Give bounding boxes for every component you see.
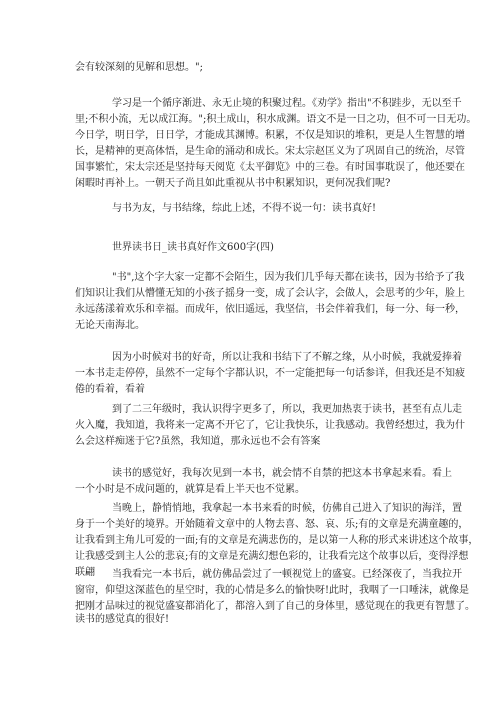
text-line: 今日学，明日学，日日学，才能成其渊博。积累，不仅是知识的堆积，更是人生智慧的增 — [75, 130, 465, 141]
text-line: 一个小时是不成问题的，就算是看上半天也不觉累。 — [75, 484, 305, 495]
text-line: 窗帘，仰望这深蓝色的星空时，我的心情是多么的愉快呀!此时，我咽了一口唾沫，就像是 — [75, 585, 470, 596]
text-line: 闲暇时再补上。一朝天子尚且如此重视从书中积累知识，更何况我们呢? — [75, 178, 391, 189]
text-line: 因为小时候对书的好奇，所以让我和书结下了不解之缘，从小时候，我就爱捧着 — [112, 352, 462, 363]
text-line: 到了二三年级时，我认识得字更多了，所以，我更加热衷于读书，甚至有点儿走 — [112, 404, 462, 415]
text-line: 么会这样痴迷于它?虽然，我知道，那永远也不会有答案 — [75, 436, 321, 447]
text-line: 当晚上，静悄悄地，我拿起一本书来看的时候，仿佛自己进入了知识的海洋，置 — [112, 503, 462, 514]
text-line: 长，是精神的更高体悟，是生命的涌动和成长。宋太宗赵匡义为了巩固自己的统治，尽管 — [75, 146, 465, 157]
text-line: 读书的感觉真的很好! — [75, 614, 170, 625]
text-line: 无论天南海北。 — [75, 320, 145, 331]
text-line: 世界读书日_读书真好作文600字(四) — [112, 242, 274, 253]
text-line: 身于一个美好的境界。开始随着文章中的人物去喜、怒、哀、乐;有的文章是充满童趣的， — [75, 519, 469, 530]
text-line: 倦的看着，看着 — [75, 384, 145, 395]
text-line: 把刚才品味过的视觉盛宴都消化了，都溶入到了自己的身体里，感觉现在的我更有智慧了。 — [75, 601, 475, 612]
text-line: 让我感受到主人公的悲哀;有的文章是充满幻想色彩的，让我看完这个故事以后，变得浮想 — [75, 551, 469, 562]
text-line: 与书为友，与书结缘，综此上述，不得不说一句：读书真好! — [112, 203, 377, 214]
text-line: 联翩 — [75, 567, 95, 578]
text-line: 一本书走走停停，虽然不一定每个字都认识，不一定能把每一句话参详，但我还是不知疲 — [75, 368, 465, 379]
text-line: 们知识让我们从懵懂无知的小孩子摇身一变，成了会认字，会做人，会思考的少年，脸上 — [75, 288, 465, 299]
text-line: 会有较深刻的见解和思想。"; — [75, 62, 203, 73]
text-line: 永远荡漾着欢乐和幸福。而成年，依旧遥远，我坚信，书会伴着我们，每一分、每一秒， — [75, 304, 465, 315]
text-line: 当我看完一本书后，就仿佛品尝过了一顿视觉上的盛宴。已经深夜了，当我拉开 — [112, 569, 462, 580]
text-line: 读书的感觉好，我每次见到一本书，就会情不自禁的把这本书拿起来看。看上 — [112, 468, 452, 479]
text-line: 火入魔，我知道，我将来一定离不开它了，它让我快乐，让我感动。我曾经想过，我为什 — [75, 420, 465, 431]
text-line: 学习是一个循序渐进、永无止境的积聚过程。《劝学》指出"不积跬步，无以至千 — [112, 98, 462, 109]
text-line: 国事繁忙，宋太宗还是坚持每天阅览《太平御览》中的三卷。有时国事耽误了，他还要在 — [75, 162, 465, 173]
text-line: 里;不积小流，无以成江海。";积土成山，积水成渊。语文不是一日之功，但不可一日无功。 — [75, 114, 477, 125]
text-line: "书",这个字大家一定都不会陌生，因为我们几乎每天都在读书，因为书给予了我 — [112, 272, 465, 283]
text-line: 让我看到主角儿可爱的一面;有的文章是充满悲伤的，是以第一人称的形式来讲述这个故事， — [75, 535, 479, 546]
